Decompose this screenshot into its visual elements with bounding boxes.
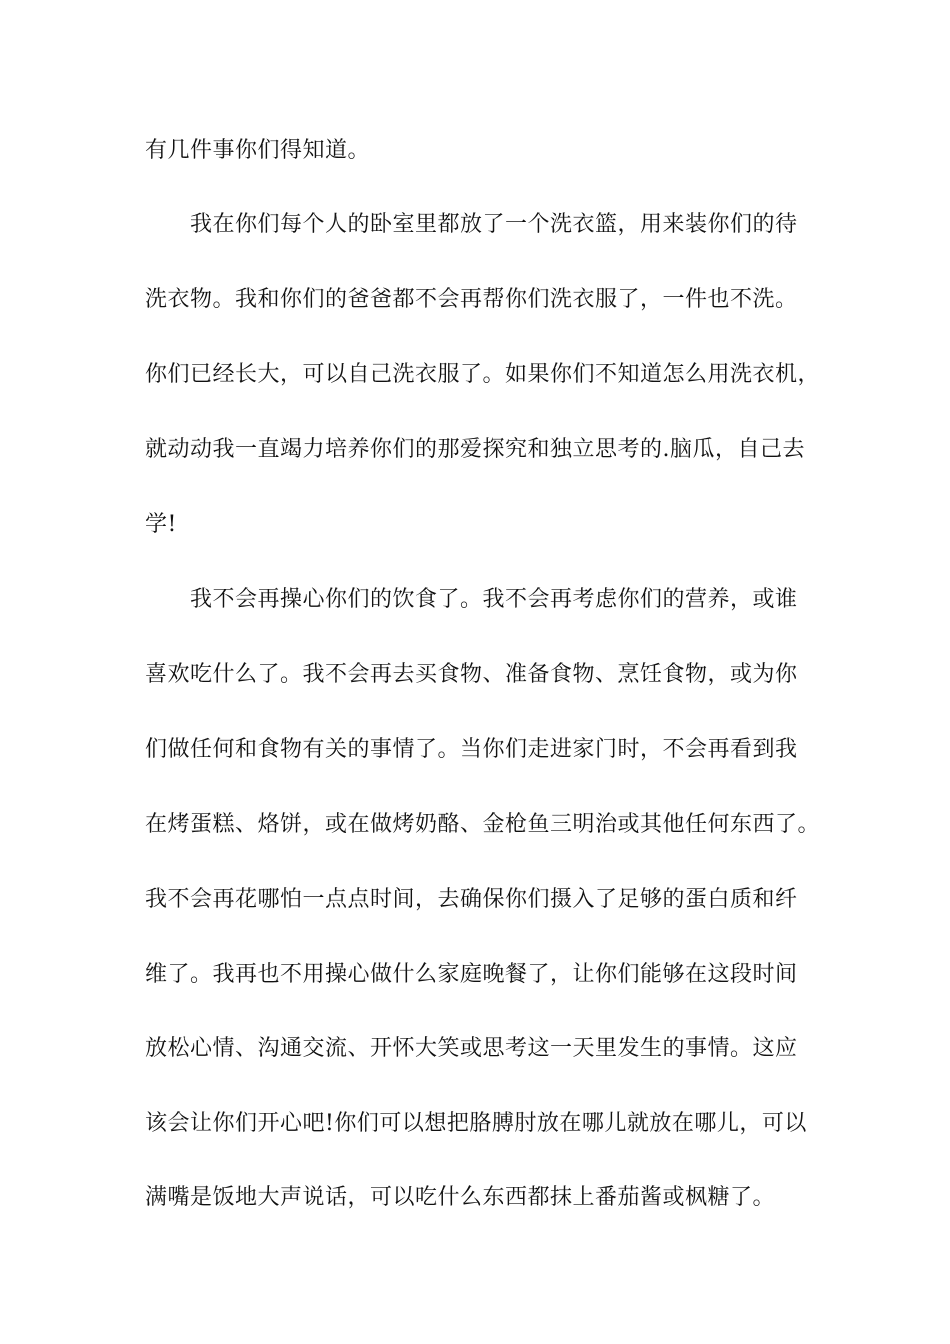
text-line: 们做任何和食物有关的事情了。当你们走进家门时，不会再看到我: [145, 737, 798, 762]
text-line: 在烤蛋糕、烙饼，或在做烤奶酪、金枪鱼三明治或其他任何东西了。: [145, 812, 821, 837]
text-line: 满嘴是饭地大声说话，可以吃什么东西都抹上番茄酱或枫糖了。: [145, 1185, 776, 1210]
text-line: 我不会再花哪怕一点点时间，去确保你们摄入了足够的蛋白质和纤: [145, 887, 798, 912]
text-line: 有几件事你们得知道。: [145, 138, 371, 163]
text-line: 洗衣物。我和你们的爸爸都不会再帮你们洗衣服了，一件也不洗。: [145, 287, 798, 312]
text-line: 喜欢吃什么了。我不会再去买食物、准备食物、烹饪食物，或为你: [145, 662, 798, 687]
text-line: 该会让你们开心吧!你们可以想把胳膊肘放在哪儿就放在哪儿，可以: [145, 1111, 807, 1136]
paragraph-first-line: 我在你们每个人的卧室里都放了一个洗衣篮，用来装你们的待: [190, 212, 798, 237]
paragraph-first-line: 我不会再操心你们的饮食了。我不会再考虑你们的营养，或谁: [190, 587, 798, 612]
text-line: 学!: [145, 512, 177, 537]
text-line: 维了。我再也不用操心做什么家庭晚餐了，让你们能够在这段时间: [145, 962, 798, 987]
text-line: 你们已经长大，可以自己洗衣服了。如果你们不知道怎么用洗衣机，: [145, 362, 821, 387]
text-line: 就动动我一直竭力培养你们的那爱探究和独立思考的.脑瓜，自己去: [145, 437, 805, 462]
text-line: 放松心情、沟通交流、开怀大笑或思考这一天里发生的事情。这应: [145, 1036, 798, 1061]
